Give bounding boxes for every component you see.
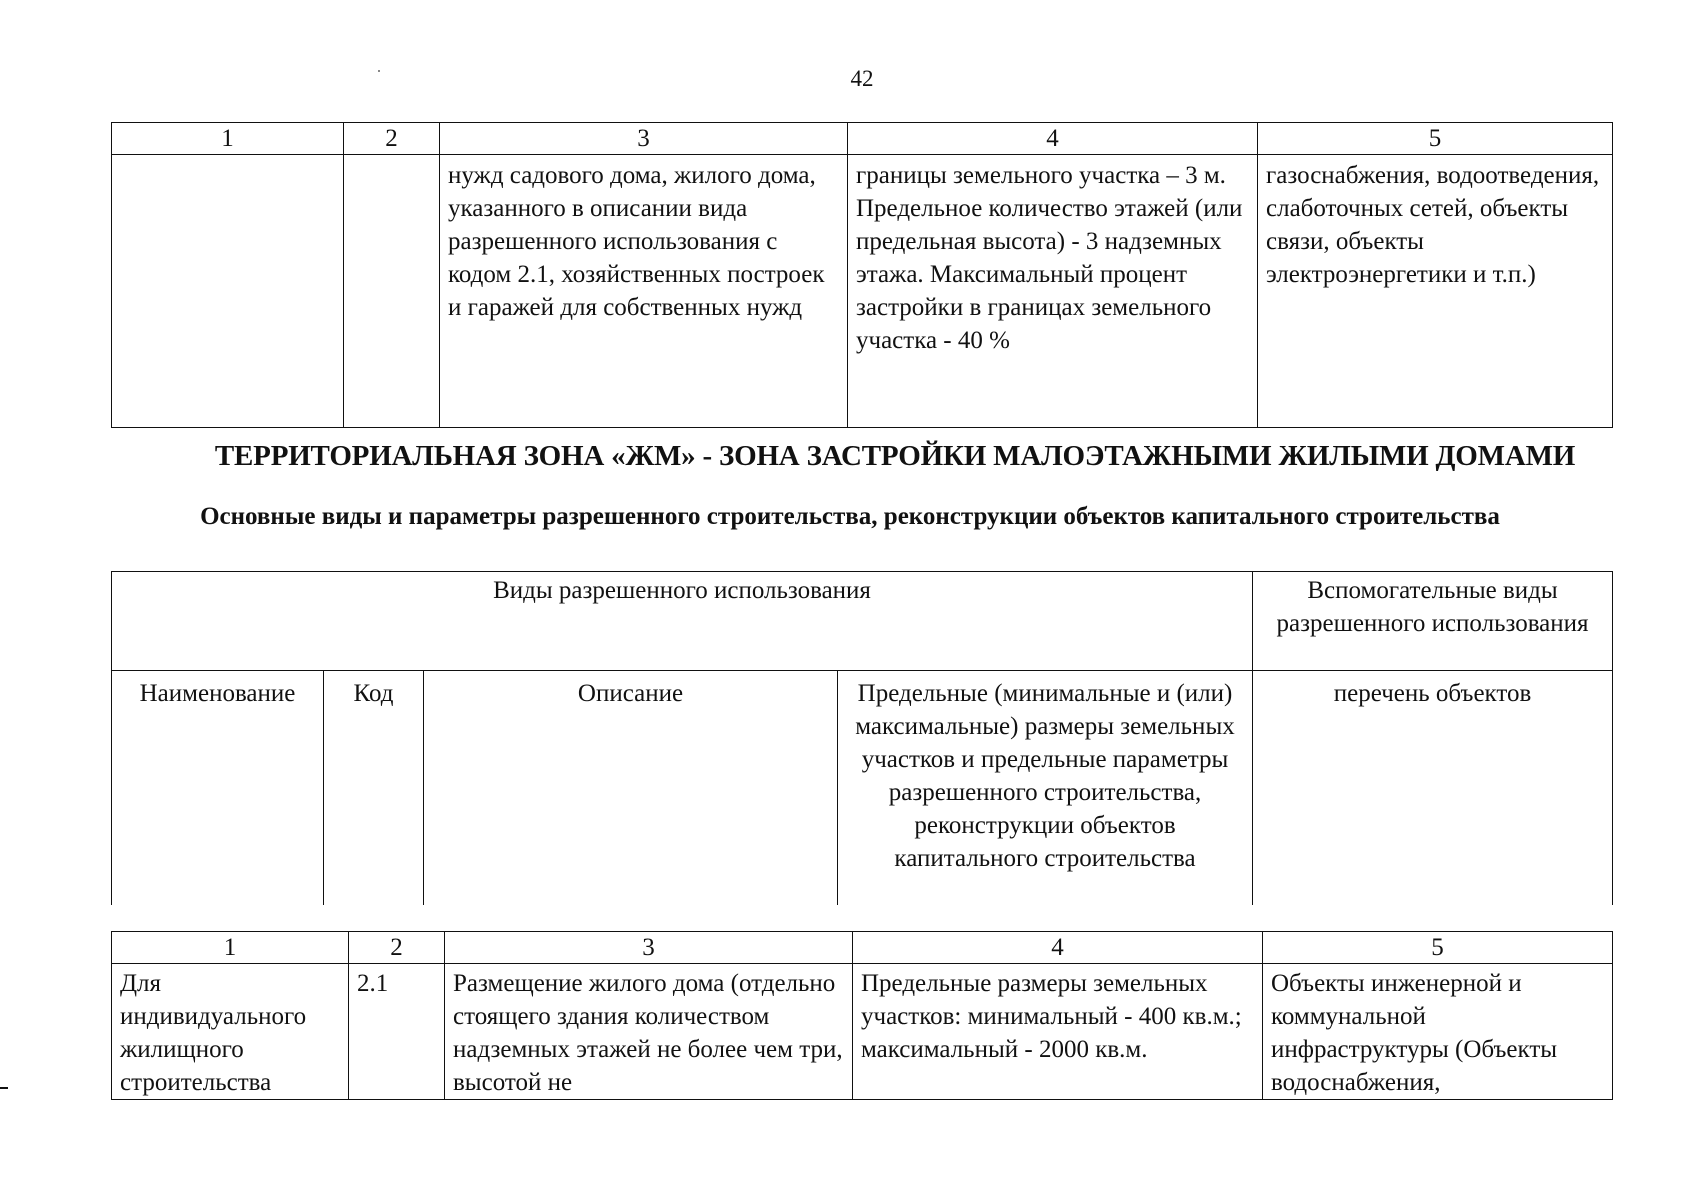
group-header-main: Виды разрешенного использования xyxy=(112,572,1253,671)
column-number: 2 xyxy=(349,932,445,964)
description-cell: нужд садового дома, жилого дома, указанного в описании вида разрешенного использования с кодом 2.1, хозяйственных построек и гаражей для собственных нужд xyxy=(440,155,848,428)
column-number: 4 xyxy=(853,932,1263,964)
header-code: Код xyxy=(324,671,424,906)
limits-cell: границы земельного участка – 3 м. Предельное количество этажей (или предельная высота) - 3 надземных этажа. Максимальный процент застройки в границах земельного участка - 40 % xyxy=(848,155,1258,428)
column-number: 5 xyxy=(1258,123,1613,155)
table-row xyxy=(112,964,1613,1100)
scan-speck xyxy=(378,70,380,72)
header-description: Описание xyxy=(424,671,838,906)
group-header-aux: Вспомогательные виды разрешенного использования xyxy=(1253,572,1613,671)
column-number-row xyxy=(112,123,1613,155)
header-row xyxy=(112,671,1613,906)
margin-mark xyxy=(0,1087,8,1089)
column-number-row xyxy=(112,932,1613,964)
header-name: Наименование xyxy=(112,671,324,906)
page-number: 42 xyxy=(850,66,874,91)
column-number: 1 xyxy=(112,123,344,155)
header-limits: Предельные (минимальные и (или) максимальные) размеры земельных участков и предельные параметры разрешенного строительства, реконструкции объектов капитального строительства xyxy=(838,671,1253,906)
code-cell xyxy=(344,155,440,428)
section-title: Основные виды и параметры разрешенного строительства, реконструкции объектов капитального строительства xyxy=(200,503,1500,530)
column-number: 3 xyxy=(440,123,848,155)
continued-table xyxy=(111,122,1613,428)
column-number: 1 xyxy=(112,932,349,964)
name-cell: Для индивидуального жилищного строительства xyxy=(112,964,349,1100)
header-table xyxy=(111,571,1613,905)
column-number: 4 xyxy=(848,123,1258,155)
limits-cell: Предельные размеры земельных участков: минимальный - 400 кв.м.; максимальный - 2000 кв.м. xyxy=(853,964,1263,1100)
objects-cell: газоснабжения, водоотведения, слаботочных сетей, объекты связи, объекты электроэнергетики и т.п.) xyxy=(1258,155,1613,428)
header-objects: перечень объектов xyxy=(1253,671,1613,906)
table-row xyxy=(112,155,1613,428)
column-number: 2 xyxy=(344,123,440,155)
zone-title: ТЕРРИТОРИАЛЬНАЯ ЗОНА «ЖМ» - ЗОНА ЗАСТРОЙКИ МАЛОЭТАЖНЫМИ ЖИЛЫМИ ДОМАМИ xyxy=(214,440,1576,472)
code-cell: 2.1 xyxy=(349,964,445,1100)
description-cell: Размещение жилого дома (отдельно стоящего здания количеством надземных этажей не более чем три, высотой не xyxy=(445,964,853,1100)
objects-cell: Объекты инженерной и коммунальной инфраструктуры (Объекты водоснабжения, xyxy=(1263,964,1613,1100)
name-cell xyxy=(112,155,344,428)
header-group-row xyxy=(112,572,1613,671)
column-number: 3 xyxy=(445,932,853,964)
column-number: 5 xyxy=(1263,932,1613,964)
data-table xyxy=(111,931,1613,1100)
